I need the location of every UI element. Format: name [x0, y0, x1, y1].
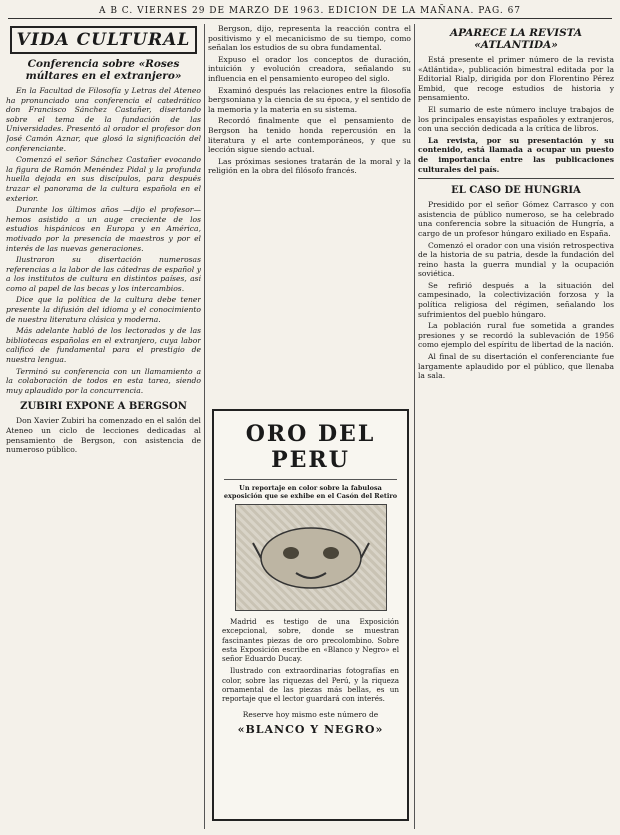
- column-right: [418, 24, 614, 829]
- ad-paragraph: Madrid es testigo de una Exposición excepcional, sobre, donde se muestran fascinantes piezas de oro precolombino. Sobre esta Exposición escribe en «Blanco y Negro» el señor Eduardo Ducay.: [222, 617, 399, 664]
- article-subhead: EL CASO DE HUNGRIA: [451, 185, 581, 197]
- article-paragraph: Ilustraron su disertación numerosas referencias a la labor de las cátedras de español y a los institutos de cultura en distintos países, así como al papel de las becas y los intercambios.: [6, 255, 201, 293]
- article-paragraph: Terminó su conferencia con un llamamiento a la colaboración de todos en esta tarea, siendo muy aplaudido por la concurrencia.: [6, 366, 201, 395]
- article-paragraph: Comenzó el señor Sánchez Castañer evocando la figura de Ramón Menéndez Pidal y la profunda huella dejada en sus discípulos, para después trazar el panorama de la cultura española en el exterior.: [6, 155, 201, 203]
- article-paragraph: En la Facultad de Filosofía y Letras del Ateneo ha pronunciado una conferencia el catedrático don Francisco Sánchez Castañer, disertando sobre el tema de la fundación de las Universidades. Presentó al orador el profesor don José Camón Aznar, que glosó la significación del conferenciante.: [6, 86, 201, 153]
- article-paragraph: Comenzó el orador con una visión retrospectiva de la historia de su patria, desde la fundación del reino hasta la guerra mundial y la ocupación soviética.: [418, 240, 614, 279]
- article-headline: APARECE LA REVISTA «ATLANTIDA»: [449, 27, 583, 51]
- article-paragraph: Don Xavier Zubiri ha comenzado en el salón del Ateneo un ciclo de lecciones dedicadas al pensamiento de Bergson, con asistencia de numeroso público.: [6, 416, 201, 455]
- article-subhead: ZUBIRI EXPONE A BERGSON: [20, 401, 187, 413]
- ad-footer: Reserve hoy mismo este número de: [242, 709, 379, 719]
- ad-paragraph: Ilustrado con extraordinarias fotografías en color, sobre las riquezas del Perú, y la riqueza ornamental de las piezas más bellas, es un reportaje que el lector guardará con interés.: [222, 666, 399, 704]
- gold-mask-icon: [251, 513, 371, 603]
- column-left: [6, 24, 201, 829]
- article-paragraph: Las próximas sesiones tratarán de la moral y la religión en la obra del filósofo francés.: [208, 156, 411, 176]
- article-paragraph: La revista, por su presentación y su contenido, está llamada a ocupar un puesto de importancia entre las publicaciones culturales del país.: [418, 135, 614, 174]
- article-paragraph: Está presente el primer número de la revista «Atlántida», publicación bimestral editada por la Editorial Rialp, dirigida por don Florentino Pérez Embid, que recoge estudios de historia y pensamiento.: [418, 55, 614, 103]
- article-paragraph: El sumario de este número incluye trabajos de los principales ensayistas españoles y extranjeros, con una sección dedicada a la crítica de libros.: [418, 104, 614, 134]
- article-paragraph: Presidido por el señor Gómez Carrasco y con asistencia de público numeroso, se ha celebrado una conferencia sobre la situación de Hungría, a cargo de un profesor húngaro exiliado en España.: [418, 200, 614, 238]
- article-paragraph: Expuso el orador los conceptos de duración, intuición y evolución creadora, señalando su influencia en el pensamiento europeo del siglo.: [208, 54, 411, 83]
- article-paragraph: Se refirió después a la situación del campesinado, la colectivización forzosa y la política religiosa del régimen, señalando los sufrimientos del pueblo húngaro.: [418, 280, 614, 319]
- column-divider: [204, 24, 205, 829]
- gold-mask-image: [235, 504, 387, 611]
- article-paragraph: Dice que la política de la cultura debe tener presente la difusión del idioma y el conocimiento de nuestra literatura clásica y moderna.: [6, 295, 201, 324]
- divider: [418, 178, 614, 179]
- column-divider: [414, 24, 415, 829]
- article-headline: Conferencia sobre «Roses múltares en el extranjero»: [25, 58, 182, 82]
- ad-title: ORO DEL PERU: [224, 421, 397, 480]
- article-paragraph: Más adelante habló de los lectorados y de las bibliotecas españolas en el extranjero, cuya labor calificó de fundamental para el prestigio de nuestra lengua.: [6, 326, 201, 365]
- advertisement-box: [212, 409, 409, 821]
- ad-subtitle: Un reportaje en color sobre la fabulosa exposición que se exhibe en el Casón del Retiro: [223, 484, 398, 500]
- ad-brand: «BLANCO Y NEGRO»: [237, 722, 384, 736]
- article-paragraph: Durante los últimos años —dijo el profesor— hemos asistido a un auge creciente de los estudios hispánicos en Europa y en América, motivado por la presencia de maestros y por el interés de las nuevas generaciones.: [6, 205, 201, 253]
- article-paragraph: La población rural fue sometida a grandes presiones y se recordó la sublevación de 1956 como ejemplo del espíritu de libertad de la nación.: [418, 321, 614, 350]
- page-header: A B C. VIERNES 29 DE MARZO DE 1963. EDICION DE LA MAÑANA. PAG. 67: [8, 4, 612, 19]
- article-paragraph: Al final de su disertación el conferenciante fue largamente aplaudido por el público, que llenaba la sala.: [418, 352, 614, 381]
- article-paragraph: Examinó después las relaciones entre la filosofía bergsoniana y la ciencia de su época, y el sentido de la memoria y la materia en su sistema.: [208, 85, 411, 114]
- section-title: VIDA CULTURAL: [10, 26, 197, 54]
- column-middle: [208, 24, 411, 829]
- article-paragraph: Bergson, dijo, representa la reacción contra el positivismo y el mecanicismo de su tiempo, como señalan los estudios de su obra fundamental.: [208, 24, 411, 53]
- article-paragraph: Recordó finalmente que el pensamiento de Bergson ha tenido honda repercusión en la literatura y el arte contemporáneos, y que su lección sigue siendo actual.: [208, 116, 411, 155]
